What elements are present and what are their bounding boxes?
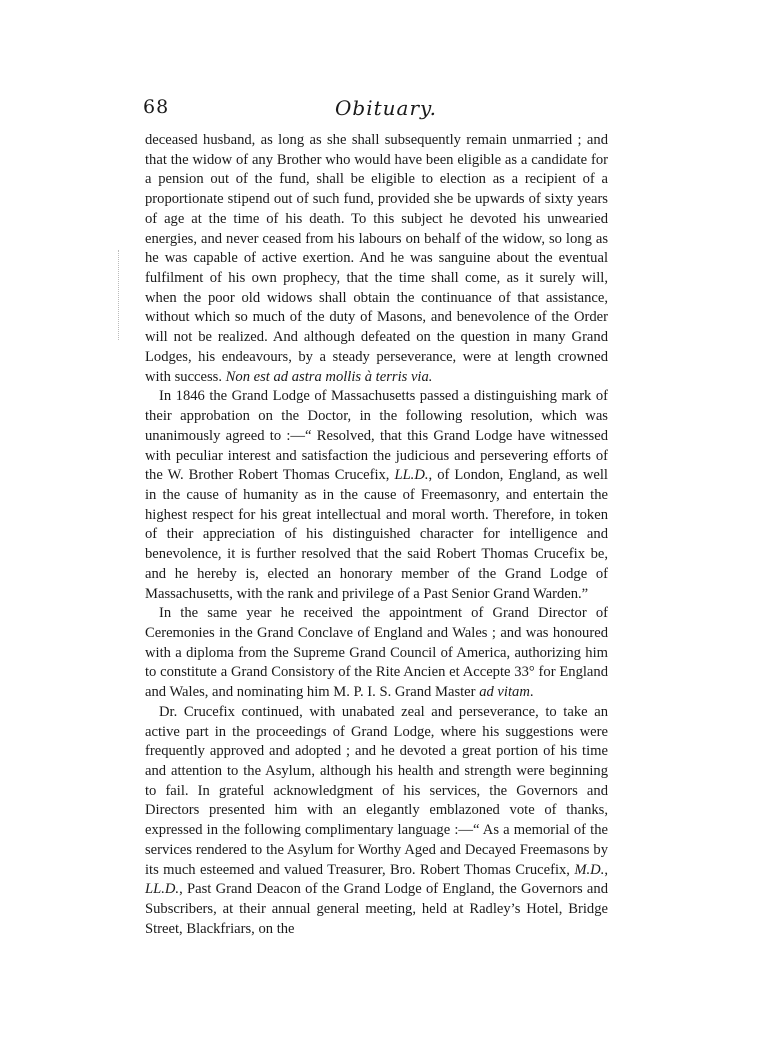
paragraph-2 [145,387,608,604]
text-run: . [529,684,534,701]
degree-abbrev: LL.D. [394,467,429,484]
latin-phrase: ad vitam [479,684,530,701]
text-run: , of London, England, as well in the cause of humanity as in the cause of Freemasonry, and entertain the highest respect for his great intellectual and moral worth. Therefore, in token of their appreciation of his distinguished character for intelligence and benevolence, it is further resolved that the said Robert Thomas Crucefix be, and he hereby is, elected an honorary member of the Grand Lodge of Massachusetts, with the rank and privilege of a Past Senior Grand Warden.” [145,467,608,602]
page-number: 68 [143,96,170,118]
text-run: , [604,861,608,878]
body-text [145,131,608,939]
margin-pencil-mark [118,250,120,340]
page-header [0,96,758,126]
text-run: , Past Grand Deacon of the Grand Lodge of England, the Governors and Subscribers, at their annual general meeting, held at Radley’s Hotel, Bridge Street, Blackfriars, on the [145,881,608,937]
text-run: deceased husband, as long as she shall subsequently remain unmarried ; and that the widow of any Brother who would have been eligible as a candidate for a pension out of the fund, shall be eligible to election as a recipient of a proportionate stipend out of such fund, provided she be upwards of sixty years of age at the time of his death. To this subject he devoted his unwearied energies, and never ceased from his labours on behalf of the widow, so long as he was capable of active exertion. And he was sanguine about the eventual fulfilment of his own prophecy, that the time shall come, as it surely will, when the poor old widows shall obtain the continuance of that assistance, without which so much of the duty of Masons, and benevolence of the Order will not be realized. And although defeated on the question in many Grand Lodges, his endeavours, by a steady perseverance, were at length crowned with success. [145,132,608,385]
paragraph-4 [145,703,608,940]
text-run: In the same year he received the appointment of Grand Director of Ceremonies in the Grand Conclave of England and Wales ; and was honoured with a diploma from the Supreme Grand Council of America, authorizing him to constitute a Grand Consistory of the Rite Ancien et Accepte 33° for England and Wales, and nominating him M. P. I. S. Grand Master [145,605,608,701]
degree-abbrev: LL.D. [145,881,180,898]
text-run: In 1846 the Grand Lodge of Massachusetts passed a distinguishing mark of their approbation on the Doctor, in the following resolution, which was unanimously agreed to :—“ Resolved, that this Grand Lodge have witnessed with peculiar interest and satisfaction the judicious and persevering efforts of the W. Brother Robert Thomas Crucefix, [145,388,608,484]
paragraph-1 [145,131,608,387]
text-run: Dr. Crucefix continued, with unabated zeal and perseverance, to take an active part in the proceedings of Grand Lodge, where his suggestions were frequently approved and adopted ; and he devoted a great portion of his time and attention to the Asylum, although his health and strength were beginning to fail. In grateful acknowledgment of his services, the Governors and Directors presented him with an elegantly emblazoned vote of thanks, expressed in the following complimentary language :—“ As a memorial of the services rendered to the Asylum for Worthy Aged and Decayed Freemasons by its much esteemed and valued Treasurer, Bro. Robert Thomas Crucefix, [145,703,608,878]
running-head: Obituary. [335,96,437,120]
paragraph-3 [145,604,608,703]
degree-abbrev: M.D. [574,861,605,878]
latin-quote: Non est ad astra mollis à terris via. [225,368,433,385]
